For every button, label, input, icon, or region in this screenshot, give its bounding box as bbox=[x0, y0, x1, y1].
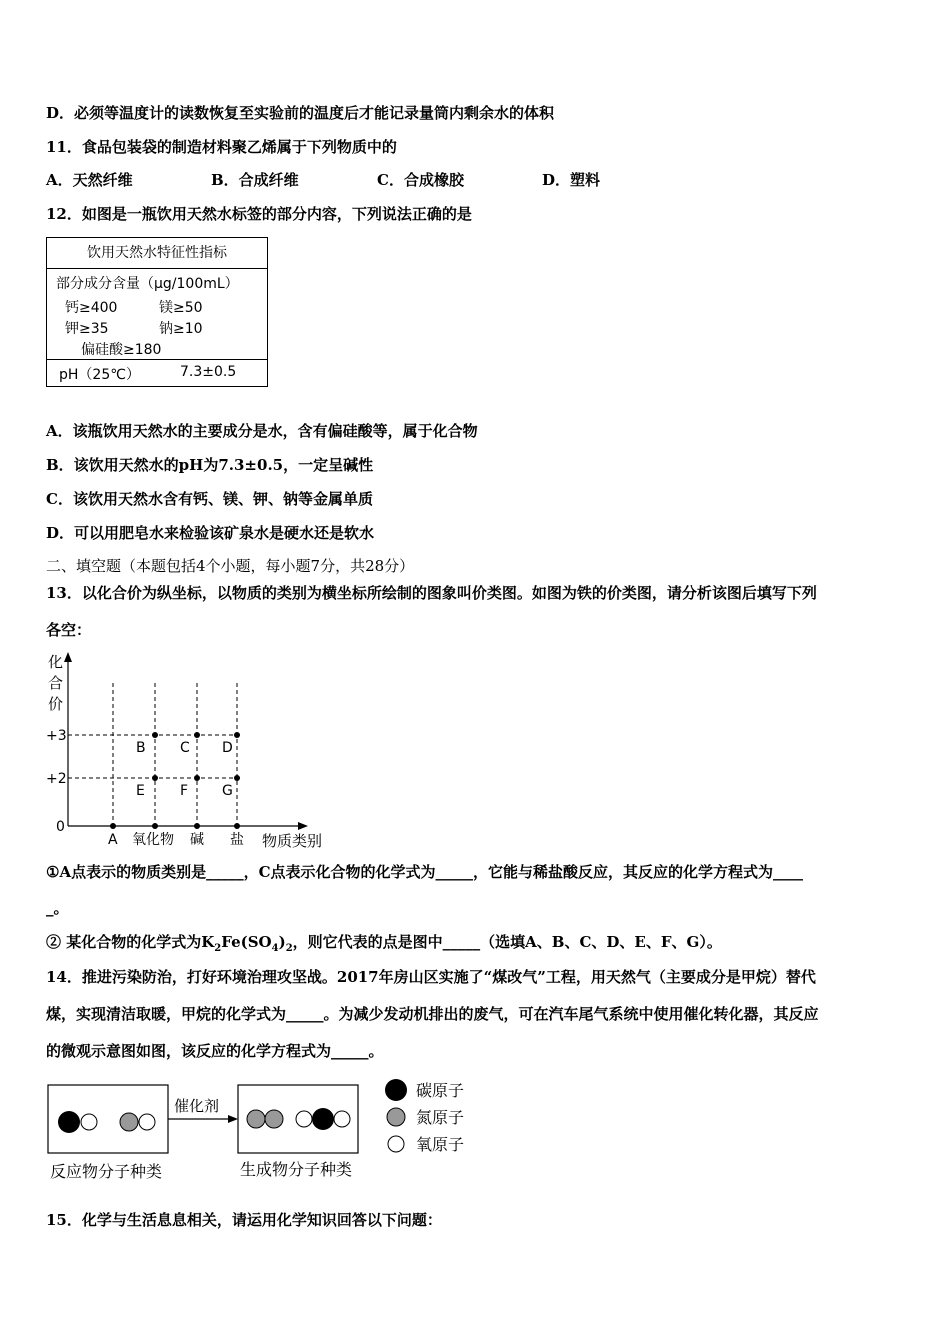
sub-2a: 2 bbox=[214, 943, 222, 954]
table-footer bbox=[47, 359, 267, 386]
y-axis-label-1: 化 bbox=[48, 653, 64, 671]
sub-4: 4 bbox=[271, 943, 279, 954]
q11-option-c: C．合成橡胶 bbox=[377, 171, 464, 189]
ph-label: pH（25℃） bbox=[59, 367, 140, 383]
iron-valence-class-chart bbox=[40, 648, 360, 858]
x-tick-salt: 盐 bbox=[230, 832, 244, 848]
table-header: 饮用天然水特征性指标 bbox=[47, 238, 267, 269]
q13-subq2-pre: ② 某化合物的化学式为K bbox=[46, 933, 215, 951]
y-axis-label-3: 价 bbox=[48, 695, 64, 713]
reactants-label: 反应物分子种类 bbox=[50, 1162, 163, 1181]
silicic-acid-value: 偏硅酸≥180 bbox=[81, 342, 162, 358]
potassium-value: 钾≥35 bbox=[65, 321, 109, 337]
x-tick-base: 碱 bbox=[190, 832, 204, 848]
q13-subq1-line2: _。 bbox=[46, 899, 69, 917]
y-tick-plus3: +3 bbox=[46, 728, 67, 744]
q14-line1: 14．推进污染防治，打好环境治理攻坚战。2017年房山区实施了“煤改气”工程，用天然气（主要成分是甲烷）替代 bbox=[46, 968, 816, 986]
y-tick-plus2: +2 bbox=[46, 771, 67, 787]
table-subheader: 部分成分含量（μg/100mL） bbox=[56, 276, 239, 292]
point-d-label: D bbox=[222, 740, 233, 756]
x-tick-oxide: 氧化物 bbox=[132, 832, 174, 848]
q13-stem-line2: 各空： bbox=[46, 621, 92, 639]
q12-option-d: D．可以用肥皂水来检验该矿泉水是硬水还是软水 bbox=[46, 524, 375, 542]
origin-label: 0 bbox=[56, 819, 65, 835]
q13-subq1-line1: ①A点表示的物质类别是_____，C点表示化合物的化学式为_____，它能与稀盐酸反应，其反应的化学方程式为____ bbox=[46, 863, 804, 881]
products-label: 生成物分子种类 bbox=[240, 1160, 353, 1179]
q13-subq2-mid: Fe(SO bbox=[221, 933, 272, 951]
water-label-table bbox=[46, 237, 268, 387]
q15-stem: 15．化学与生活息息相关，请运用化学知识回答以下问题： bbox=[46, 1211, 442, 1229]
q12-option-c: C．该饮用天然水含有钙、镁、钾、钠等金属单质 bbox=[46, 490, 373, 508]
q10-option-d: D．必须等温度计的读数恢复至实验前的温度后才能记录量筒内剩余水的体积 bbox=[46, 104, 555, 122]
ph-value: 7.3±0.5 bbox=[180, 364, 237, 380]
q11-stem: 11．食品包装袋的制造材料聚乙烯属于下列物质中的 bbox=[46, 138, 397, 156]
section-2-title: 二、填空题（本题包括4个小题，每小题7分，共28分） bbox=[46, 557, 415, 575]
q13-subq2-post: ，则它代表的点是图中_____（选填A、B、C、D、E、F、G）。 bbox=[292, 933, 722, 951]
point-f-label: F bbox=[180, 783, 189, 799]
q14-line3: 的微观示意图如图，该反应的化学方程式为_____。 bbox=[46, 1042, 384, 1060]
point-g-label: G bbox=[222, 783, 233, 799]
q13-subq2-close: ) bbox=[278, 933, 286, 951]
sodium-value: 钠≥10 bbox=[159, 321, 203, 337]
legend-nitrogen: 氮原子 bbox=[416, 1108, 465, 1127]
q11-option-b: B．合成纤维 bbox=[211, 171, 299, 189]
q11-option-d: D．塑料 bbox=[542, 171, 601, 189]
magnesium-value: 镁≥50 bbox=[159, 300, 203, 316]
x-tick-a: A bbox=[108, 832, 118, 848]
q14-line2: 煤，实现清洁取暖，甲烷的化学式为_____。为减少发动机排出的废气，可在汽车尾气系统中使用催化转化器，其反应 bbox=[46, 1005, 819, 1023]
q12-stem: 12．如图是一瓶饮用天然水标签的部分内容，下列说法正确的是 bbox=[46, 205, 472, 223]
q12-option-b: B．该饮用天然水的pH为7.3±0.5，一定呈碱性 bbox=[46, 456, 374, 474]
legend-carbon: 碳原子 bbox=[416, 1081, 465, 1100]
q13-subq2 bbox=[46, 932, 722, 959]
calcium-value: 钙≥400 bbox=[65, 300, 118, 316]
q12-option-a: A．该瓶饮用天然水的主要成分是水，含有偏硅酸等，属于化合物 bbox=[46, 422, 478, 440]
legend-oxygen: 氧原子 bbox=[416, 1135, 465, 1154]
point-e-label: E bbox=[136, 783, 145, 799]
q11-option-a: A．天然纤维 bbox=[46, 171, 133, 189]
catalyst-label: 催化剂 bbox=[174, 1097, 220, 1115]
sub-2b: 2 bbox=[285, 943, 293, 954]
x-axis-label: 物质类别 bbox=[262, 832, 323, 850]
point-c-label: C bbox=[180, 740, 190, 756]
y-axis-label-2: 合 bbox=[48, 674, 64, 692]
catalytic-reaction-diagram bbox=[44, 1075, 484, 1187]
point-b-label: B bbox=[136, 740, 146, 756]
q13-stem-line1: 13．以化合价为纵坐标，以物质的类别为横坐标所绘制的图象叫价类图。如图为铁的价类图，请分析该图后填写下列 bbox=[46, 584, 817, 602]
